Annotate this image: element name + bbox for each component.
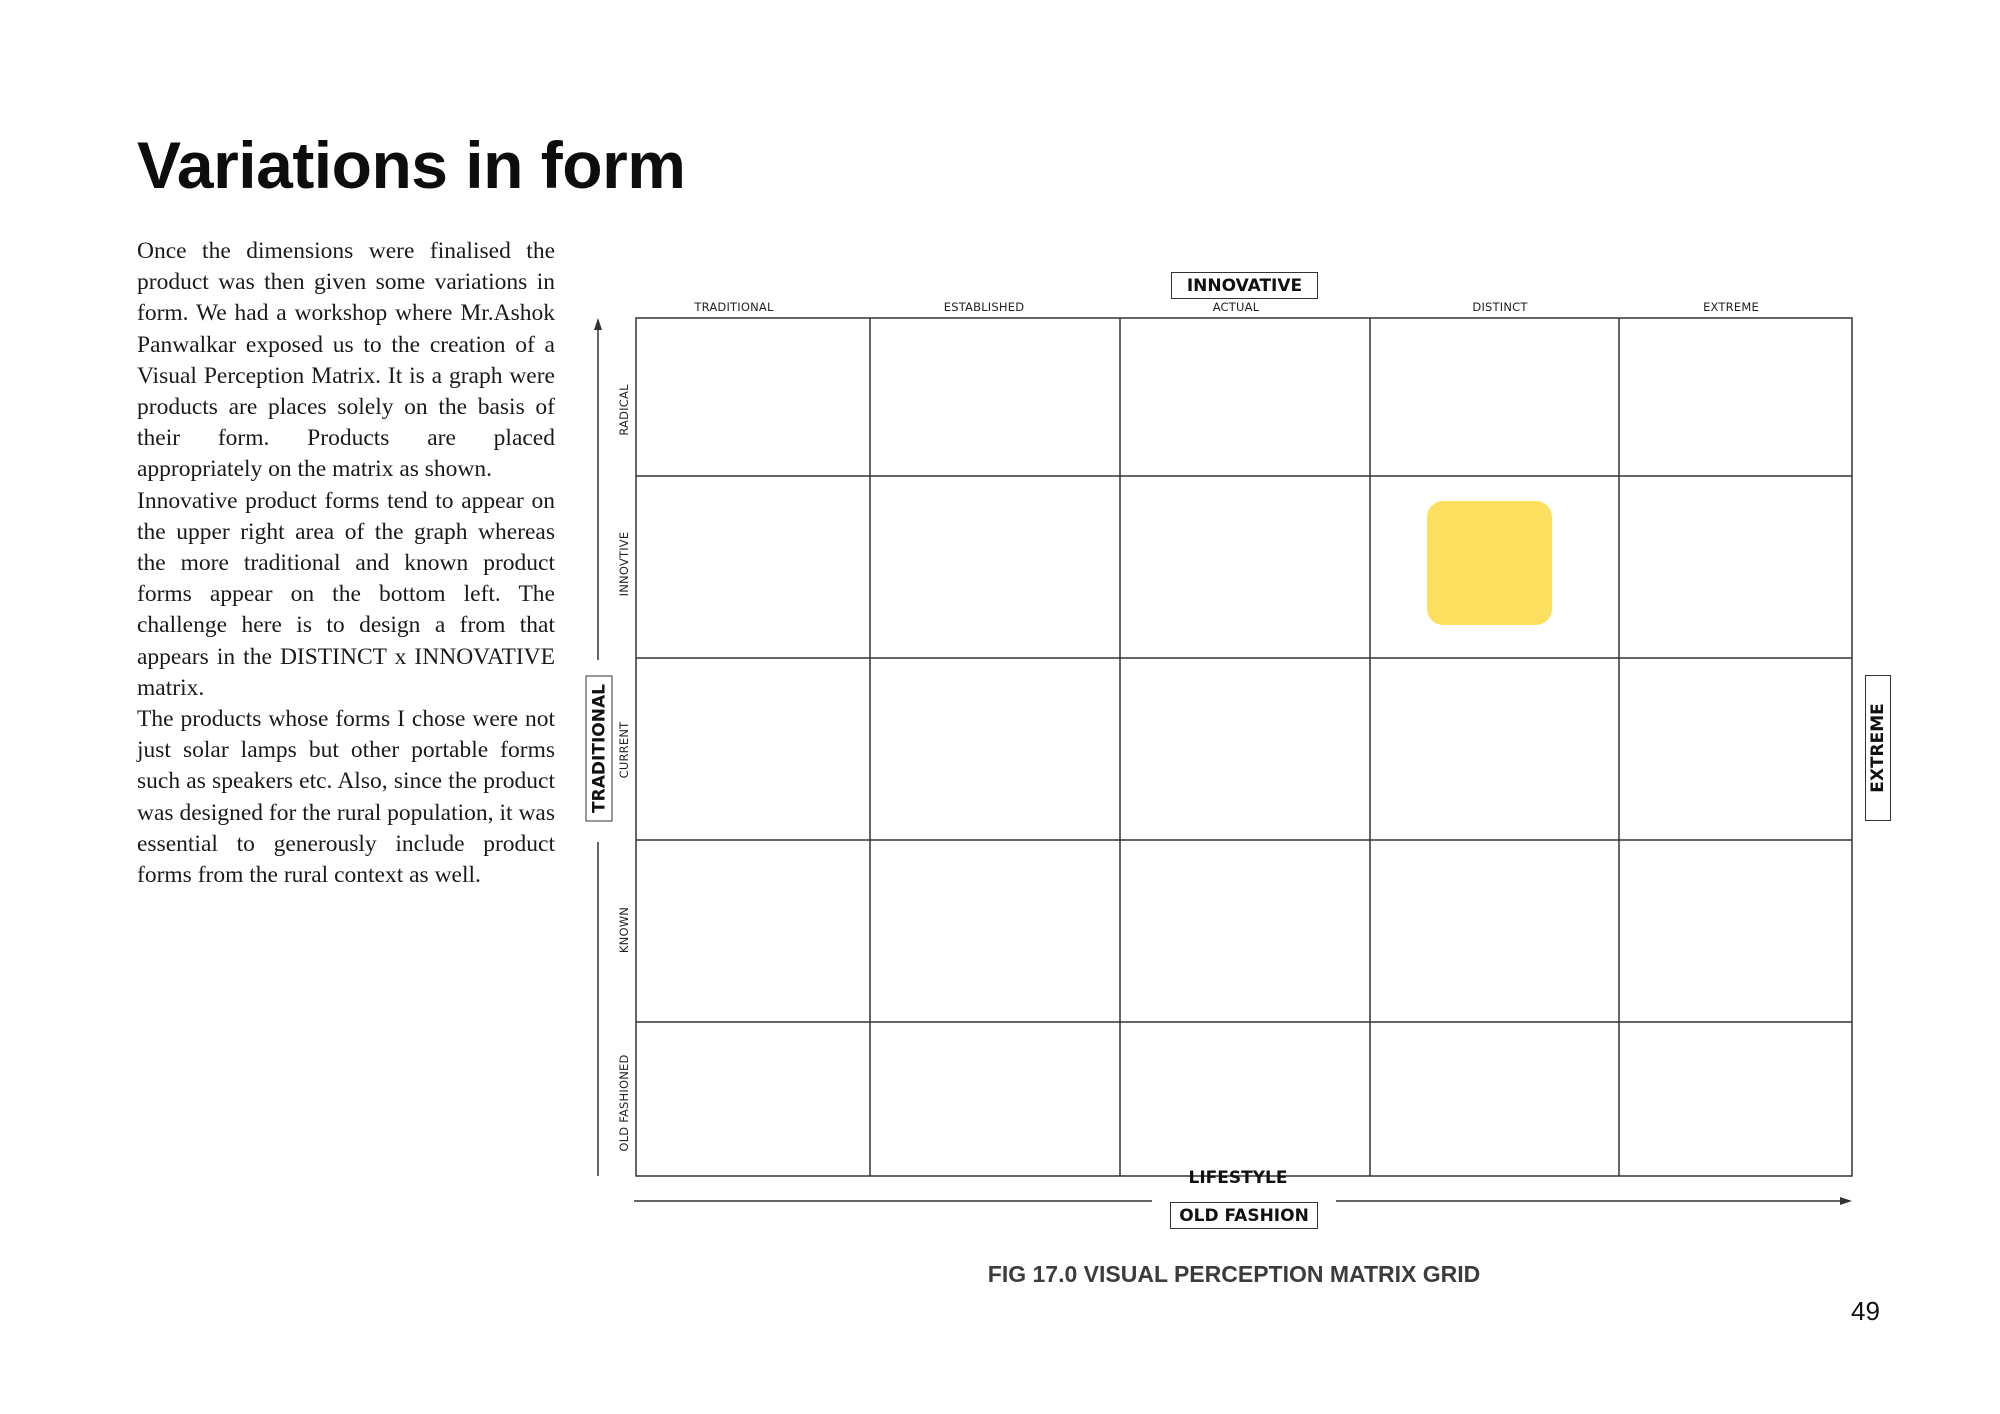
- column-label: DISTINCT: [1472, 300, 1528, 314]
- x-axis-arrowhead: [1840, 1197, 1852, 1205]
- page-title: Variations in form: [137, 128, 686, 202]
- column-label: TRADITIONAL: [694, 300, 774, 314]
- row-label: RADICAL: [617, 384, 631, 436]
- lifestyle-label: LIFESTYLE: [1188, 1168, 1288, 1188]
- y-axis-arrowhead: [594, 318, 602, 330]
- grid-border: [636, 318, 1852, 1176]
- page-number: 49: [1851, 1296, 1880, 1326]
- paragraph: The products whose forms I chose were not just solar lamps but other portable forms such as speakers etc. Also, since the product was designed for the rural population, it was essential to generously include product forms from the rural context as well.: [137, 706, 555, 889]
- column-label: ACTUAL: [1212, 300, 1260, 314]
- innovative-box: INNOVATIVE: [1171, 272, 1318, 299]
- row-label: KNOWN: [617, 906, 631, 954]
- row-label: INNOVTIVE: [617, 531, 631, 597]
- highlight-block: [1427, 501, 1552, 625]
- old-fashion-box: OLD FASHION: [1170, 1202, 1318, 1229]
- extreme-box: EXTREME: [1865, 675, 1891, 821]
- traditional-box: TRADITIONAL: [586, 676, 613, 822]
- paragraph: Innovative product forms tend to appear on the upper right area of the graph whereas the more traditional and known product forms appear on the bottom left. The challenge here is to design a from that appears in the DISTINCT x INNOVATIVE matrix.: [137, 487, 555, 701]
- row-label: OLD FASHIONED: [617, 1054, 631, 1152]
- figure-caption: FIG 17.0 VISUAL PERCEPTION MATRIX GRID: [987, 1261, 1481, 1287]
- paragraph: Once the dimensions were finalised the product was then given some variations in form. We had a workshop where Mr.Ashok Panwalkar exposed us to the creation of a Visual Perception Matrix. It is a graph were products are places solely on the basis of their form. Products are placed appropriately on the matrix as shown.: [137, 238, 555, 483]
- row-label: CURRENT: [617, 721, 631, 779]
- column-label: ESTABLISHED: [943, 300, 1025, 314]
- column-label: EXTREME: [1703, 300, 1759, 314]
